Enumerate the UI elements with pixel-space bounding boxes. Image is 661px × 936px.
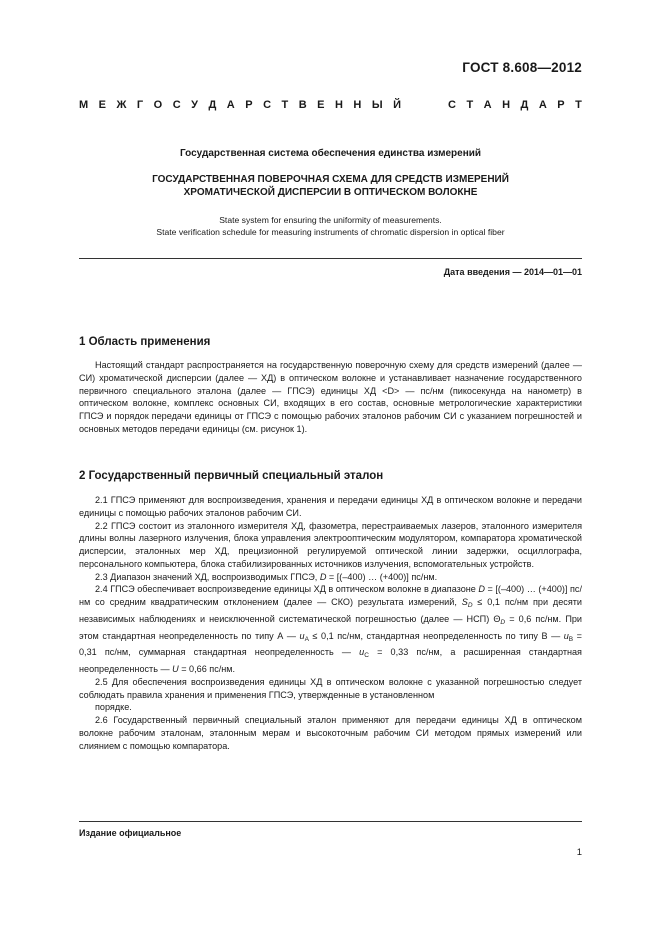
standard-kind-letter: А (483, 99, 492, 111)
paragraph-2-5: 2.5 Для обеспечения воспроизведения единицы ХД в оптическом волокне с указанной погрешностью следует соблюдать правила хранения и применения ГПСЭ, утвержденные в установленном (79, 676, 582, 700)
page-number: 1 (576, 847, 582, 858)
standard-kind-letter: Н (502, 99, 511, 111)
paragraph-2-1: 2.1 ГПСЭ применяют для воспроизведения, хранения и передачи единицы ХД в оптическом волокне и передачи единицы с помощью рабочих эталонов рабочим СИ. (79, 495, 582, 518)
standard-kind-letter: Ж (116, 99, 127, 111)
standard-kind-letter: В (298, 99, 307, 111)
standard-kind-letter: Д (208, 99, 217, 111)
main-title (79, 173, 582, 199)
main-title-line2: ХРОМАТИЧЕСКОЙ ДИСПЕРСИИ В ОПТИЧЕСКОМ ВОЛОКНЕ (183, 187, 478, 198)
standard-kind-letter: Т (466, 99, 474, 111)
standard-kind-letter: Й (393, 99, 402, 111)
standard-kind-letter: С (448, 99, 456, 111)
paragraph-2-6: 2.6 Государственный первичный специальный эталон применяют для передачи единицы ХД в оптическом волокне рабочим эталонам, эталонным мерам и высокоточным рабочим СИ методом прямых измерений или слиянием с помощью компаратора. (79, 715, 582, 751)
english-title (79, 214, 582, 238)
standard-kind-letter: С (172, 99, 181, 111)
english-title-line2: State verification schedule for measuring instruments of chromatic dispersion in optical fiber (156, 227, 505, 237)
standard-kind-letter: Г (136, 99, 144, 111)
standard-kind-letter: Т (575, 99, 582, 111)
standard-kind-letter: С (263, 99, 272, 111)
standard-kind-letter: Е (317, 99, 325, 111)
official-edition-label: Издание официальное (79, 828, 182, 838)
standard-kind-letter: Е (98, 99, 106, 111)
english-title-line1: State system for ensuring the uniformity of measurements. (219, 215, 442, 225)
standard-kind-letter: О (153, 99, 163, 111)
main-title-line1: ГОСУДАРСТВЕННАЯ ПОВЕРОЧНАЯ СХЕМА ДЛЯ СРЕДСТВ ИЗМЕРЕНИЙ (152, 174, 509, 185)
section-1-heading: 1 Область применения (79, 336, 211, 348)
word-gap (412, 99, 438, 111)
standard-kind-letter: Р (245, 99, 253, 111)
paragraph-2-5-continued: порядке. (95, 702, 132, 713)
header-divider (79, 258, 582, 259)
system-title: Государственная система обеспечения единства измерений (179, 148, 482, 159)
section-1-paragraph: Настоящий стандарт распространяется на государственную поверочную схему для средств измерений (далее — СИ) хроматической дисперсии (далее — ХД) в оптическом волокне и устанавливает назначение государственного первичного специального эталона (далее — ГПСЭ) единицы ХД <D> — пс/нм (пикосекунда на нанометр) в оптическом волокне, комплекс основных СИ, входящих в его состав, основные метрологические характеристики ГПСЭ и порядок передачи единицы от ГПСЭ с помощью рабочих эталонов рабочим СИ с указанием погрешностей и основных методов передачи единицы (см. рисунок 1). (79, 360, 582, 434)
standard-kind-letter: Т (281, 99, 289, 111)
section-2-heading: 2 Государственный первичный специальный эталон (79, 470, 384, 482)
paragraph-2-2: 2.2 ГПСЭ состоит из эталонного измерителя ХД, фазометра, перестраиваемых лазеров, эталонного измерителя длины волны лазерного излучения, блока управления электрооптическим модулятором, компаратора хроматической дисперсии, эталонных мер ХД, прецизионной регулируемой оптической линии задержки, осциллографа, персонального компьютера, блока стабилизированных источников излучения, вспомогательных устройств. (79, 520, 582, 569)
footer-divider (79, 821, 582, 822)
standard-kind-letter: Н (334, 99, 343, 111)
section-1-text (79, 359, 582, 436)
paragraph-2-4: 2.4 ГПСЭ обеспечивает воспроизведение единицы ХД в оптическом волокне в диапазоне D = [(–400) … (+400)] пс/нм со средним квадратическим отклонением (далее — СКО) результата измерений, $S_D \le 0,1$ пс/нм при десяти независимых наблюдениях и неисключенной систематической погрешностью (далее — НСП) $\Theta_D = 0,6$ пс/нм. При этом стандартная неопределенность по типу А — $u_A \le 0,1$ пс/нм, стандартная неопределенность по типу В — $u_B = 0,31$ пс/нм, суммарная стандартная неопределенность — $u_C = 0,33$ пс/нм, а расширенная стандартная неопределенность — U = 0,66 пс/нм. (79, 584, 583, 674)
standard-kind-letter: А (226, 99, 235, 111)
standard-kind-heading (79, 99, 582, 111)
standard-kind-letter: Ы (371, 99, 383, 111)
standard-kind-letter: Н (353, 99, 362, 111)
gost-number: ГОСТ 8.608—2012 (462, 60, 582, 75)
standard-kind-letter: М (79, 99, 89, 111)
intro-date: Дата введения — 2014—01—01 (443, 267, 582, 277)
standard-kind-letter: Д (520, 99, 529, 111)
standard-kind-letter: А (538, 99, 547, 111)
paragraph-2-3: 2.3 Диапазон значений ХД, воспроизводимых ГПСЭ, D = [(–400) … (+400)] пс/нм. (95, 571, 438, 582)
section-2-text (79, 494, 582, 752)
standard-kind-letter: У (191, 99, 198, 111)
standard-kind-letter: Р (557, 99, 565, 111)
